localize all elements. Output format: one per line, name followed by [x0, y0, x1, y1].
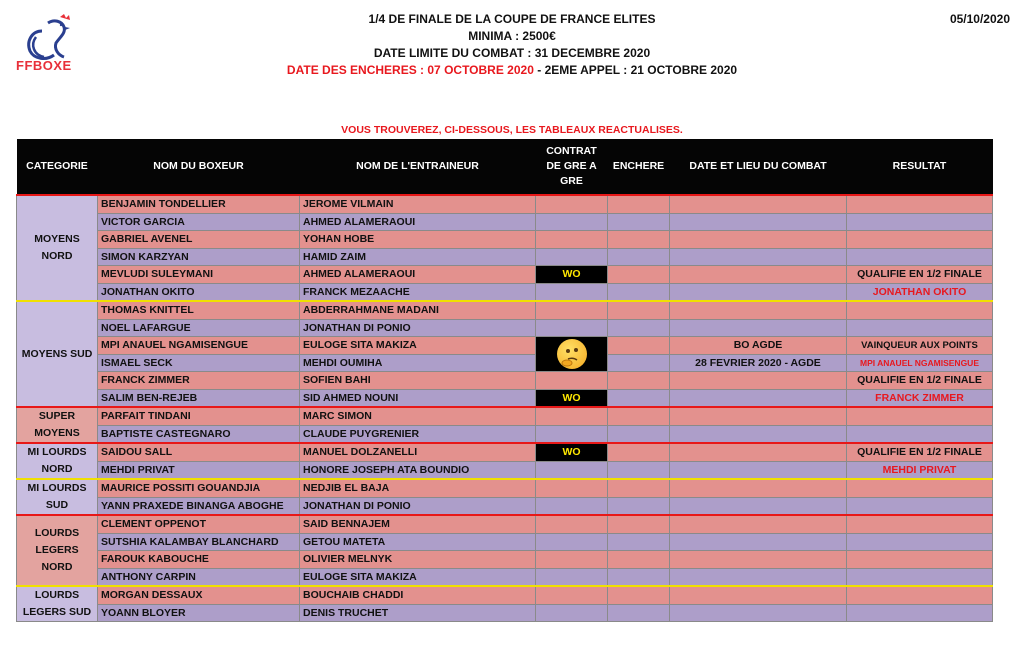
table-cell	[536, 551, 608, 569]
table-cell: FAROUK KABOUCHE	[98, 551, 300, 569]
table-row	[17, 372, 993, 390]
table-row	[17, 407, 993, 425]
col-date-lieu: DATE ET LIEU DU COMBAT	[670, 139, 847, 195]
category-mi-lourds-sud: MI LOURDS SUD	[17, 479, 98, 515]
table-cell	[536, 425, 608, 443]
table-cell: ISMAEL SECK	[98, 354, 300, 372]
second-call: 2EME APPEL : 21 OCTOBRE 2020	[544, 63, 738, 77]
table-cell	[670, 231, 847, 249]
table-cell	[847, 533, 993, 551]
table-cell	[670, 479, 847, 497]
table-cell: MEHDI OUMIHA	[300, 354, 536, 372]
table-cell	[608, 319, 670, 337]
table-row	[17, 479, 993, 497]
table-cell	[536, 248, 608, 266]
table-cell	[608, 195, 670, 213]
table-cell	[608, 248, 670, 266]
table-cell	[536, 283, 608, 301]
header-title: 1/4 DE FINALE DE LA COUPE DE FRANCE ELITES	[368, 12, 656, 26]
table-cell: MPI ANAUEL NGAMISENGUE	[847, 354, 993, 372]
col-resultat: RESULTAT	[847, 139, 993, 195]
table-cell: 28 FEVRIER 2020 - AGDE	[670, 354, 847, 372]
table-cell: JONATHAN DI PONIO	[300, 319, 536, 337]
auction-date: DATE DES ENCHERES : 07 OCTOBRE 2020	[286, 63, 534, 77]
category-moyens-nord: MOYENS NORD	[17, 195, 98, 301]
table-cell	[847, 195, 993, 213]
table-cell: YANN PRAXEDE BINANGA ABOGHE	[98, 497, 300, 515]
table-cell	[847, 301, 993, 319]
thinking-face-emoji	[536, 337, 608, 372]
table-cell	[847, 497, 993, 515]
table-cell: SUTSHIA KALAMBAY BLANCHARD	[98, 533, 300, 551]
table-cell	[670, 283, 847, 301]
category-moyens-sud: MOYENS SUD	[17, 301, 98, 407]
table-cell: QUALIFIE EN 1/2 FINALE	[847, 266, 993, 284]
table-cell	[536, 195, 608, 213]
table-row	[17, 283, 993, 301]
table-cell	[536, 568, 608, 586]
table-cell	[536, 301, 608, 319]
table-cell	[608, 389, 670, 407]
table-cell: SAID BENNAJEM	[300, 515, 536, 533]
table-cell: SAIDOU SALL	[98, 443, 300, 461]
table-cell	[670, 248, 847, 266]
table-row	[17, 604, 993, 622]
table-cell: FRANCK MEZAACHE	[300, 283, 536, 301]
table-cell	[608, 266, 670, 284]
table-cell: SID AHMED NOUNI	[300, 389, 536, 407]
header-deadline: DATE LIMITE DU COMBAT : 31 DECEMBRE 2020	[373, 46, 651, 60]
table-cell	[608, 515, 670, 533]
category-lourds-legers-sud: LOURDS LEGERS SUD	[17, 586, 98, 622]
table-cell: PARFAIT TINDANI	[98, 407, 300, 425]
table-cell	[536, 515, 608, 533]
table-row	[17, 568, 993, 586]
table-row	[17, 319, 993, 337]
table-row	[17, 551, 993, 569]
table-cell	[608, 425, 670, 443]
table-cell: MEHDI PRIVAT	[847, 461, 993, 479]
table-row	[17, 213, 993, 231]
table-cell	[670, 604, 847, 622]
table-cell	[536, 497, 608, 515]
table-cell	[670, 586, 847, 604]
table-cell	[670, 533, 847, 551]
table-cell: AHMED ALAMERAOUI	[300, 266, 536, 284]
table-cell: YOHAN HOBE	[300, 231, 536, 249]
table-cell: ABDERRAHMANE MADANI	[300, 301, 536, 319]
document-header	[0, 11, 1024, 79]
table-cell: MARC SIMON	[300, 407, 536, 425]
col-enchere: ENCHERE	[608, 139, 670, 195]
col-contrat: CONTRAT DE GRE A GRE	[536, 139, 608, 195]
table-cell	[536, 319, 608, 337]
table-cell	[608, 283, 670, 301]
table-cell	[847, 568, 993, 586]
table-row	[17, 337, 993, 355]
table-cell: SALIM BEN-REJEB	[98, 389, 300, 407]
table-cell	[608, 213, 670, 231]
table-cell: JONATHAN DI PONIO	[300, 497, 536, 515]
wo-badge: WO	[536, 389, 608, 407]
table-cell: SIMON KARZYAN	[98, 248, 300, 266]
table-cell	[670, 389, 847, 407]
table-cell: JONATHAN OKITO	[847, 283, 993, 301]
table-cell: VICTOR GARCIA	[98, 213, 300, 231]
table-cell: FRANCK ZIMMER	[847, 389, 993, 407]
table-cell	[608, 497, 670, 515]
table-cell	[847, 248, 993, 266]
table-row	[17, 497, 993, 515]
header-minima: MINIMA : 2500€	[468, 29, 556, 43]
table-cell	[608, 337, 670, 355]
table-cell: JONATHAN OKITO	[98, 283, 300, 301]
table-cell	[670, 407, 847, 425]
table-row	[17, 301, 993, 319]
table-cell	[670, 497, 847, 515]
table-cell: VAINQUEUR AUX POINTS	[847, 337, 993, 355]
table-cell: MPI ANAUEL NGAMISENGUE	[98, 337, 300, 355]
table-cell: MAURICE POSSITI GOUANDJIA	[98, 479, 300, 497]
table-cell	[608, 231, 670, 249]
table-cell	[608, 443, 670, 461]
table-cell: SOFIEN BAHI	[300, 372, 536, 390]
table-cell	[608, 354, 670, 372]
table-cell	[670, 319, 847, 337]
table-cell	[670, 551, 847, 569]
table-cell: NOEL LAFARGUE	[98, 319, 300, 337]
table-cell	[608, 533, 670, 551]
table-cell	[608, 479, 670, 497]
table-row	[17, 389, 993, 407]
table-row	[17, 533, 993, 551]
table-cell: QUALIFIE EN 1/2 FINALE	[847, 372, 993, 390]
document-date: 05/10/2020	[949, 12, 1010, 26]
wo-badge: WO	[536, 443, 608, 461]
table-cell	[670, 372, 847, 390]
table-row	[17, 443, 993, 461]
table-row	[17, 266, 993, 284]
table-cell	[536, 586, 608, 604]
table-cell: CLEMENT OPPENOT	[98, 515, 300, 533]
table-cell: QUALIFIE EN 1/2 FINALE	[847, 443, 993, 461]
table-cell: ANTHONY CARPIN	[98, 568, 300, 586]
category-mi-lourds-nord: MI LOURDS NORD	[17, 443, 98, 479]
table-cell	[847, 425, 993, 443]
results-table	[16, 139, 993, 622]
table-cell: AHMED ALAMERAOUI	[300, 213, 536, 231]
table-cell	[608, 461, 670, 479]
notice-text: VOUS TROUVEREZ, CI-DESSOUS, LES TABLEAUX REACTUALISES.	[341, 124, 683, 136]
table-row	[17, 586, 993, 604]
table-row: MOYENS NORD BENJAMIN TONDELLIER JEROME VILMAIN	[17, 195, 993, 213]
table-cell	[847, 551, 993, 569]
table-cell: HONORE JOSEPH ATA BOUNDIO	[300, 461, 536, 479]
table-cell	[608, 407, 670, 425]
table-row	[17, 354, 993, 372]
table-cell: CLAUDE PUYGRENIER	[300, 425, 536, 443]
table-cell	[608, 568, 670, 586]
table-cell	[847, 407, 993, 425]
table-cell: DENIS TRUCHET	[300, 604, 536, 622]
table-cell: MEHDI PRIVAT	[98, 461, 300, 479]
table-cell	[536, 407, 608, 425]
table-cell	[536, 479, 608, 497]
table-cell: EULOGE SITA MAKIZA	[300, 337, 536, 355]
table-cell	[608, 604, 670, 622]
table-cell: NEDJIB EL BAJA	[300, 479, 536, 497]
table-row	[17, 515, 993, 533]
table-cell: BO AGDE	[670, 337, 847, 355]
table-cell	[847, 586, 993, 604]
table-row	[17, 231, 993, 249]
table-cell	[608, 372, 670, 390]
table-cell	[608, 301, 670, 319]
table-cell	[536, 231, 608, 249]
col-entraineur: NOM DE L'ENTRAINEUR	[300, 139, 536, 195]
table-cell	[536, 213, 608, 231]
col-categorie: CATEGORIE	[17, 139, 98, 195]
header-auction-line: DATE DES ENCHERES : 07 OCTOBRE 2020 - 2EME APPEL : 21 OCTOBRE 2020	[286, 63, 738, 77]
table-cell: HAMID ZAIM	[300, 248, 536, 266]
table-cell	[670, 213, 847, 231]
table-cell: MANUEL DOLZANELLI	[300, 443, 536, 461]
table-cell	[670, 425, 847, 443]
table-cell	[670, 443, 847, 461]
table-cell: OLIVIER MELNYK	[300, 551, 536, 569]
table-row	[17, 461, 993, 479]
table-cell: YOANN BLOYER	[98, 604, 300, 622]
table-cell	[847, 319, 993, 337]
table-cell	[847, 604, 993, 622]
table-cell: MORGAN DESSAUX	[98, 586, 300, 604]
table-cell: GETOU MATETA	[300, 533, 536, 551]
table-cell	[670, 301, 847, 319]
table-cell: THOMAS KNITTEL	[98, 301, 300, 319]
table-cell	[847, 231, 993, 249]
col-boxeur: NOM DU BOXEUR	[98, 139, 300, 195]
table-cell: BAPTISTE CASTEGNARO	[98, 425, 300, 443]
table-cell	[847, 213, 993, 231]
table-cell	[847, 479, 993, 497]
table-cell	[536, 372, 608, 390]
table-cell	[670, 461, 847, 479]
logo-text: FFBOXE	[16, 58, 72, 73]
table-cell	[670, 195, 847, 213]
table-cell	[670, 266, 847, 284]
table-cell	[536, 533, 608, 551]
table-cell: BOUCHAIB CHADDI	[300, 586, 536, 604]
table-cell	[536, 461, 608, 479]
table-cell	[670, 568, 847, 586]
table-cell: EULOGE SITA MAKIZA	[300, 568, 536, 586]
table-cell	[536, 604, 608, 622]
category-lourds-legers-nord: LOURDS LEGERS NORD	[17, 515, 98, 586]
table-row	[17, 248, 993, 266]
table-cell: GABRIEL AVENEL	[98, 231, 300, 249]
category-super-moyens: SUPER MOYENS	[17, 407, 98, 443]
table-cell	[608, 586, 670, 604]
wo-badge: WO	[536, 266, 608, 284]
table-cell	[608, 551, 670, 569]
table-row	[17, 425, 993, 443]
table-header-row	[17, 139, 993, 195]
table-cell	[847, 515, 993, 533]
table-cell: MEVLUDI SULEYMANI	[98, 266, 300, 284]
table-cell: FRANCK ZIMMER	[98, 372, 300, 390]
table-cell	[670, 515, 847, 533]
